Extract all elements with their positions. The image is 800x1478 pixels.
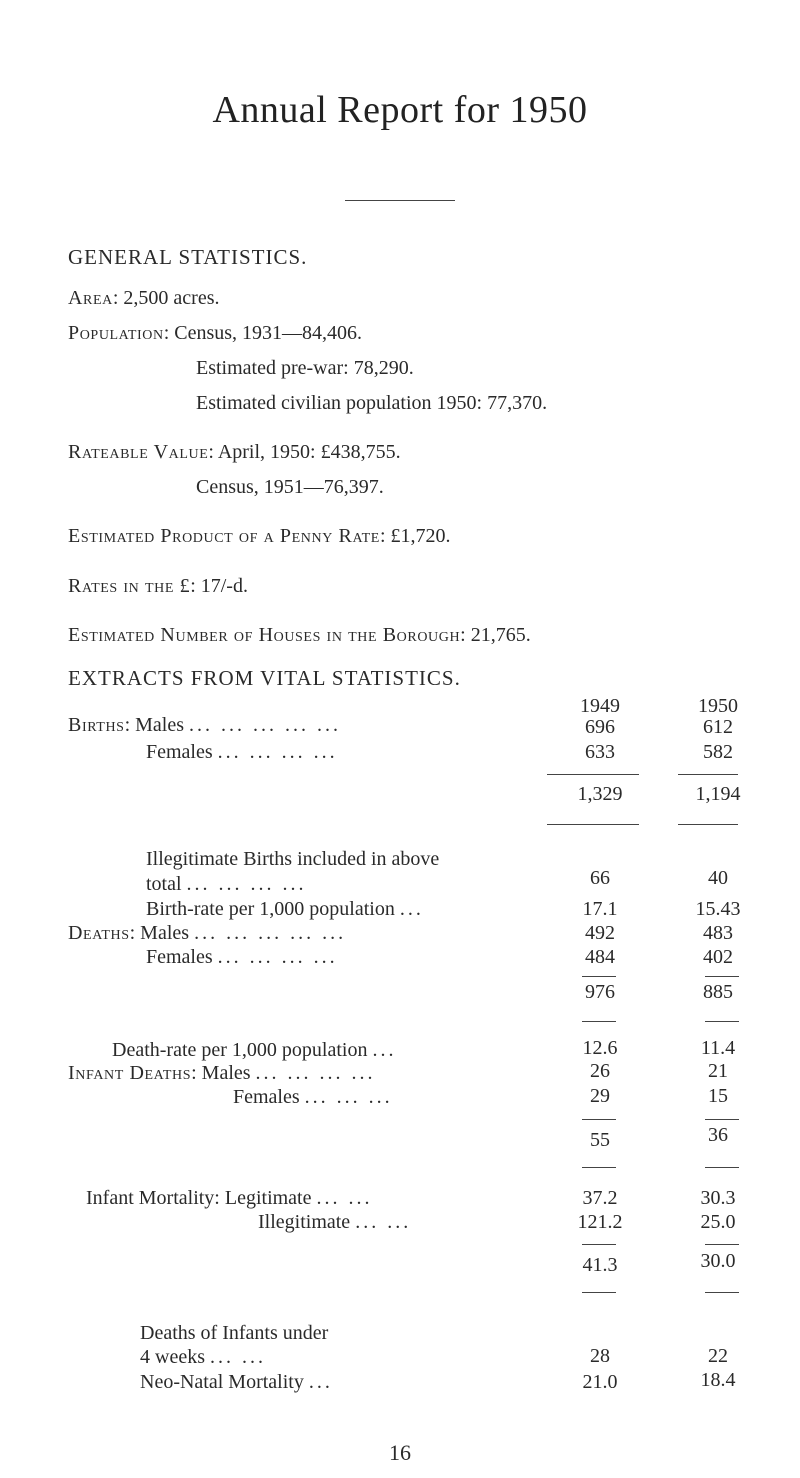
illegitimate-label-1: Illegitimate Births included in above [146, 848, 440, 870]
births-males-label: Males [135, 714, 185, 736]
births-males-1950: 612 [703, 716, 733, 738]
deaths-4weeks-label-2: 4 weeks [140, 1346, 205, 1368]
leader-dots: ... ... [355, 1211, 412, 1233]
deaths-females-1950: 402 [703, 946, 733, 968]
infant-deaths-females-1949: 29 [590, 1085, 610, 1107]
infant-mortality-total-1950: 30.0 [700, 1250, 736, 1272]
deaths-males-1949: 492 [585, 922, 615, 944]
infant-deaths-total-1949: 55 [590, 1129, 610, 1151]
penny-label: Estimated Product of a Penny Rate [68, 525, 380, 547]
area-value: 2,500 acres. [123, 287, 220, 309]
infant-deaths-females-1950: 15 [708, 1085, 728, 1107]
deaths-total-rule-1949 [582, 1021, 616, 1022]
births-sum-rule-1949 [547, 774, 639, 775]
birthrate-row [146, 898, 424, 921]
infant-mortality-legit-row [86, 1187, 373, 1210]
neonatal-1949: 21.0 [582, 1371, 618, 1393]
rates-line: Rates in the £: 17/-d. [68, 575, 248, 597]
leader-dots: ... ... ... ... [217, 946, 338, 968]
leader-dots: ... ... ... ... [255, 1062, 376, 1084]
rateable-value: April, 1950: £438,755. [217, 441, 401, 463]
infant-deaths-females-row [233, 1086, 393, 1109]
penny-rate-line: Estimated Product of a Penny Rate: £1,720. [68, 525, 451, 547]
deaths-total-1950: 885 [703, 981, 733, 1003]
leader-dots: ... ... [209, 1346, 266, 1368]
leader-dots: ... ... [316, 1187, 373, 1209]
leader-dots: ... ... ... [304, 1086, 393, 1108]
im-sum-rule-1949 [582, 1244, 616, 1245]
rateable-census: Census, 1951—76,397. [196, 476, 384, 498]
births-females-label: Females [146, 741, 213, 763]
year-1949: 1949 [580, 695, 620, 717]
im-sum-rule-1950 [705, 1244, 739, 1245]
infant-deaths-total-1950: 36 [708, 1124, 728, 1146]
deaths-males-label: Males [140, 922, 190, 944]
page-number: 16 [389, 1440, 411, 1465]
houses-value: 21,765. [470, 624, 531, 646]
neonatal-label: Neo-Natal Mortality [140, 1371, 304, 1393]
birthrate-label: Birth-rate per 1,000 population [146, 898, 395, 920]
deaths-total-1949: 976 [585, 981, 615, 1003]
deaths-males-row: Deaths: Males ... ... ... ... ... [68, 922, 347, 944]
area-line: Area: 2,500 acres. [68, 287, 220, 309]
houses-label: Estimated Number of Houses in the Borough [68, 624, 461, 646]
leader-dots: ... ... ... ... ... [189, 714, 342, 736]
im-total-rule-1949 [582, 1292, 616, 1293]
infant-sum-rule-1950 [705, 1119, 739, 1120]
births-sum-rule-1950 [678, 774, 738, 775]
births-total-rule-1949 [547, 824, 639, 825]
births-males-1949: 696 [585, 716, 615, 738]
houses-line: Estimated Number of Houses in the Borough: 21,765. [68, 624, 531, 646]
infant-deaths-label: Infant Deaths [68, 1062, 192, 1084]
im-total-rule-1950 [705, 1292, 739, 1293]
infant-mortality-legit-label: Legitimate [224, 1187, 312, 1209]
rateable-label: Rateable Value [68, 441, 209, 463]
births-females-1949: 633 [585, 741, 615, 763]
infant-mortality-legit-1949: 37.2 [582, 1187, 618, 1209]
infant-mortality-total-1949: 41.3 [582, 1254, 618, 1276]
deaths-4weeks-label-1: Deaths of Infants under [140, 1322, 329, 1344]
births-label: Births [68, 714, 125, 736]
deaths-label: Deaths [68, 922, 130, 944]
vital-statistics-heading: EXTRACTS FROM VITAL STATISTICS. [68, 666, 461, 690]
year-1950: 1950 [698, 695, 738, 717]
infant-mortality-illegit-1949: 121.2 [577, 1211, 623, 1233]
deaths-females-row [146, 946, 338, 969]
leader-dots: ... ... ... ... [186, 873, 307, 895]
infant-mortality-label: Infant Mortality: [86, 1187, 220, 1209]
illegitimate-label-2-row [146, 873, 307, 896]
neonatal-1950: 18.4 [700, 1369, 736, 1391]
deathrate-1950: 11.4 [700, 1037, 736, 1059]
deaths-4weeks-label-2-row [140, 1346, 266, 1369]
deaths-4weeks-1950: 22 [708, 1345, 728, 1367]
deathrate-row [112, 1039, 396, 1062]
births-total-1950: 1,194 [695, 783, 741, 805]
rates-label: Rates in the £ [68, 575, 191, 597]
birthrate-1950: 15.43 [695, 898, 741, 920]
birthrate-1949: 17.1 [582, 898, 618, 920]
leader-dots: ... [372, 1039, 397, 1061]
leader-dots: ... ... ... ... ... [194, 922, 347, 944]
population-line: Population: Census, 1931—84,406. [68, 322, 363, 344]
infant-mortality-legit-1950: 30.3 [700, 1187, 736, 1209]
infant-deaths-males-1949: 26 [590, 1060, 610, 1082]
infant-deaths-females-label: Females [233, 1086, 300, 1108]
rates-value: 17/-d. [200, 575, 248, 597]
leader-dots: ... [308, 1371, 333, 1393]
births-females-1950: 582 [703, 741, 733, 763]
title-divider [345, 200, 455, 201]
infant-total-rule-1950 [705, 1167, 739, 1168]
deaths-males-1950: 483 [703, 922, 733, 944]
illegitimate-label-2: total [146, 873, 182, 895]
deaths-4weeks-1949: 28 [590, 1345, 610, 1367]
infant-total-rule-1949 [582, 1167, 616, 1168]
area-label: Area [68, 287, 113, 309]
infant-deaths-males-label: Males [201, 1062, 251, 1084]
leader-dots: ... [399, 898, 424, 920]
infant-deaths-males-1950: 21 [708, 1060, 728, 1082]
deathrate-1949: 12.6 [582, 1037, 618, 1059]
rateable-value-line: Rateable Value: April, 1950: £438,755. [68, 441, 401, 463]
infant-mortality-illegit-1950: 25.0 [700, 1211, 736, 1233]
deaths-females-1949: 484 [585, 946, 615, 968]
population-census: Census, 1931—84,406. [174, 322, 363, 344]
infant-mortality-illegit-label: Illegitimate [258, 1211, 351, 1233]
births-total-1949: 1,329 [577, 783, 623, 805]
deaths-females-label: Females [146, 946, 213, 968]
neonatal-row [140, 1371, 333, 1394]
deathrate-label: Death-rate per 1,000 population [112, 1039, 368, 1061]
general-statistics-heading: GENERAL STATISTICS. [68, 245, 308, 269]
deaths-sum-rule-1950 [705, 976, 739, 977]
population-civilian: Estimated civilian population 1950: 77,370. [196, 392, 548, 414]
births-total-rule-1950 [678, 824, 738, 825]
illegitimate-1950: 40 [708, 867, 728, 889]
penny-value: £1,720. [390, 525, 451, 547]
infant-mortality-illegit-row [258, 1211, 411, 1234]
report-title: Annual Report for 1950 [212, 89, 588, 131]
population-prewar: Estimated pre-war: 78,290. [196, 357, 414, 379]
deaths-sum-rule-1949 [582, 976, 616, 977]
infant-sum-rule-1949 [582, 1119, 616, 1120]
leader-dots: ... ... ... ... [217, 741, 338, 763]
births-females-row [146, 741, 338, 764]
illegitimate-1949: 66 [590, 867, 610, 889]
births-males-row: Births: Males ... ... ... ... ... [68, 714, 342, 736]
deaths-total-rule-1950 [705, 1021, 739, 1022]
population-label: Population [68, 322, 164, 344]
infant-deaths-males-row: Infant Deaths: Males ... ... ... ... [68, 1062, 376, 1084]
